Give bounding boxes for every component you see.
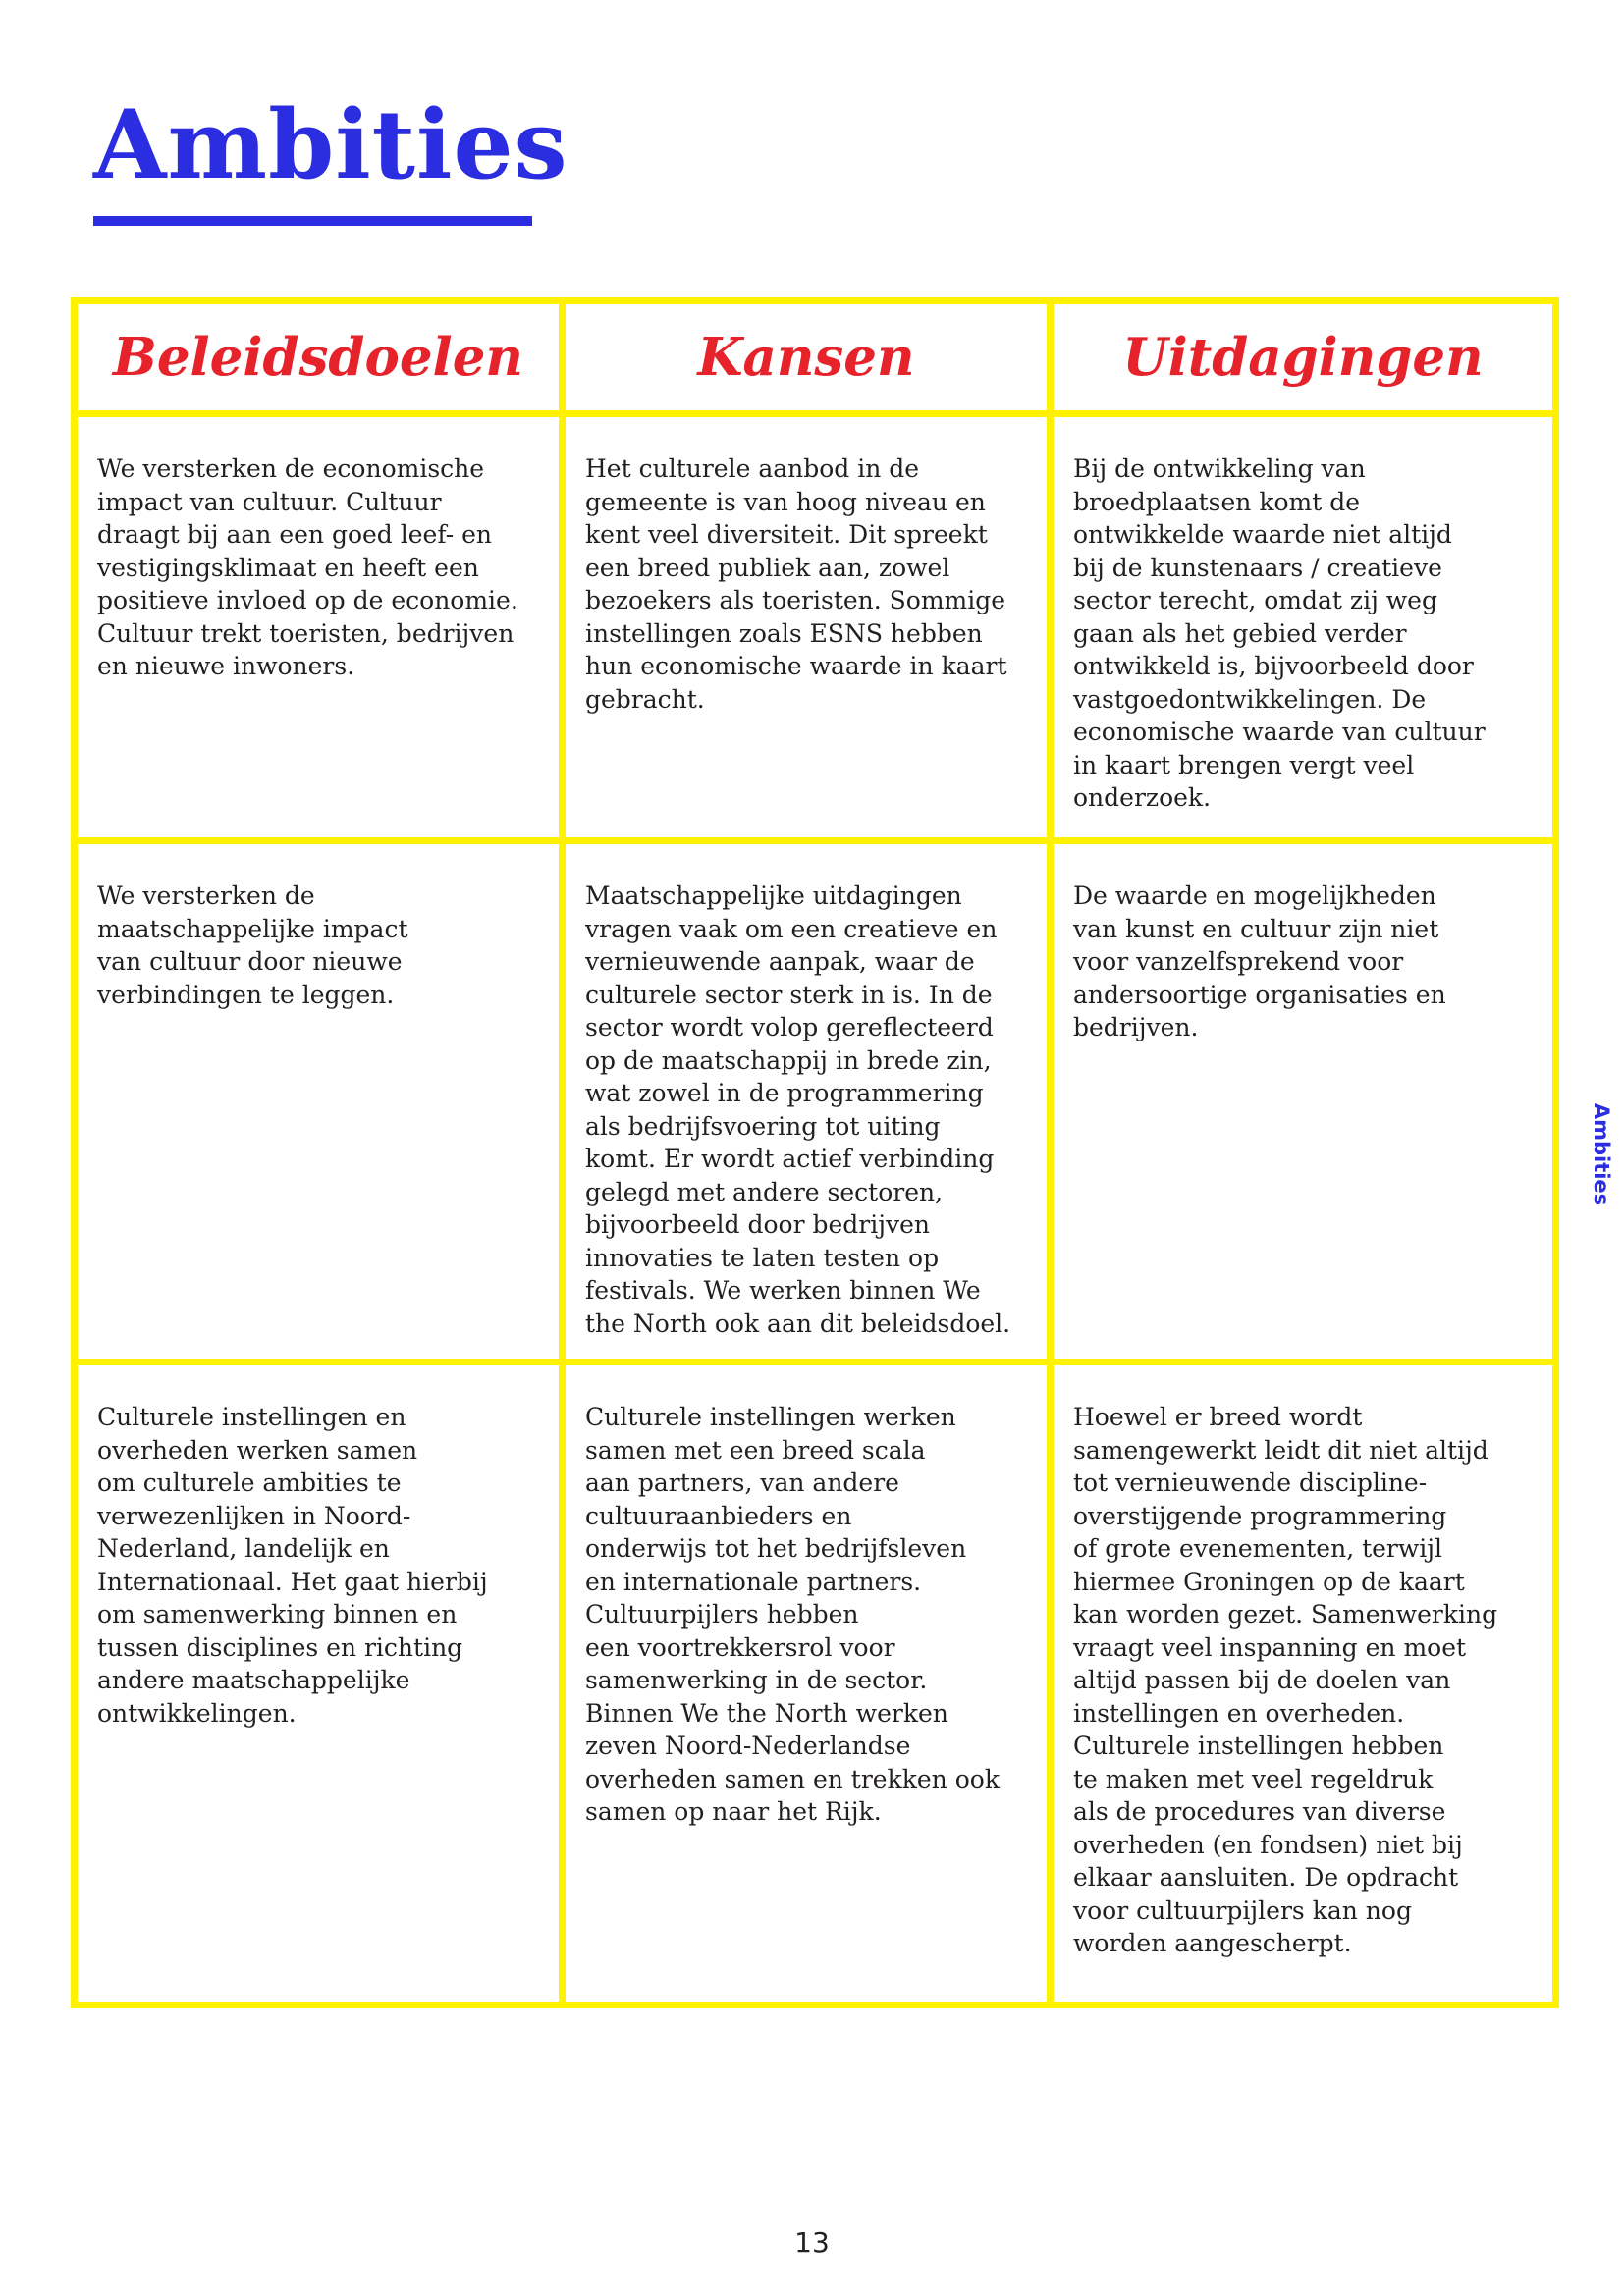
table-cell-row1-uitdaging: Bij de ontwikkeling van broedplaatsen komt de ontwikkelde waarde niet altijd bij de kunstenaars / creatieve sector terecht, omdat zij weg gaan als het gebied verder ontwikkeld is, bijvoorbeeld door vastgoedontwikkelingen. De economische waarde van cultuur in kaart brengen vergt veel onderzoek. [1054, 417, 1552, 844]
table-cell-row1-kans: Het culturele aanbod in de gemeente is van hoog niveau en kent veel diversiteit. Dit spreekt een breed publiek aan, zowel bezoekers als toeristen. Sommige instellingen zoals ESNS hebben hun economische waarde in kaart gebracht. [566, 417, 1054, 844]
column-header-uitdagingen: Uitdagingen [1054, 304, 1552, 417]
table-cell-row2-uitdaging: De waarde en mogelijkheden van kunst en cultuur zijn niet voor vanzelfsprekend voor andersoortige organisaties en bedrijven. [1054, 844, 1552, 1365]
table-cell-row3-kans: Culturele instellingen werken samen met een breed scala aan partners, van andere cultuuraanbieders en onderwijs tot het bedrijfsleven en internationale partners. Cultuurpijlers hebben een voortrekkersrol voor samenwerking in de sector. Binnen We the North werken zeven Noord-Nederlandse overheden samen en trekken ook samen op naar het Rijk. [566, 1365, 1054, 2002]
table-cell-row3-beleidsdoel: Culturele instellingen en overheden werken samen om culturele ambities te verwezenlijken in Noord- Nederland, landelijk en Internationaal. Het gaat hierbij om samenwerking binnen en tussen disciplines en richting andere maatschappelijke ontwikkelingen. [78, 1365, 566, 2002]
ambitions-table [71, 297, 1559, 2008]
table-cell-row2-kans: Maatschappelijke uitdagingen vragen vaak om een creatieve en vernieuwende aanpak, waar de culturele sector sterk in is. In de sector wordt volop gereflecteerd op de maatschappij in brede zin, wat zowel in de programmering als bedrijfsvoering tot uiting komt. Er wordt actief verbinding gelegd met andere sectoren, bijvoorbeeld door bedrijven innovaties te laten testen op festivals. We werken binnen We the North ook aan dit beleidsdoel. [566, 844, 1054, 1365]
side-section-label [1589, 1097, 1614, 1210]
table-cell-row2-beleidsdoel: We versterken de maatschappelijke impact van cultuur door nieuwe verbindingen te leggen. [78, 844, 566, 1365]
table-cell-row3-uitdaging: Hoewel er breed wordt samengewerkt leidt dit niet altijd tot vernieuwende discipline- overstijgende programmering of grote evenementen, terwijl hiermee Groningen op de kaart kan worden gezet. Samenwerking vraagt veel inspanning en moet altijd passen bij de doelen van instellingen en overheden. Culturele instellingen hebben te maken met veel regeldruk als de procedures van diverse overheden (en fondsen) niet bij elkaar aansluiten. De opdracht voor cultuurpijlers kan nog worden aangescherpt. [1073, 1403, 1498, 1957]
column-header-kansen: Kansen [566, 304, 1054, 417]
title-underline [93, 216, 532, 226]
table-cell-row1-beleidsdoel: We versterken de economische impact van cultuur. Cultuur draagt bij aan een goed leef- en vestigingsklimaat en heeft een positieve invloed op de economie. Cultuur trekt toeristen, bedrijven en nieuwe inwoners. [78, 417, 566, 844]
side-section-label-text: Ambities [1590, 1102, 1613, 1205]
page-number: 13 [794, 2226, 830, 2259]
page-title: Ambities [93, 89, 568, 200]
column-header-beleidsdoelen: Beleidsdoelen [78, 304, 566, 417]
